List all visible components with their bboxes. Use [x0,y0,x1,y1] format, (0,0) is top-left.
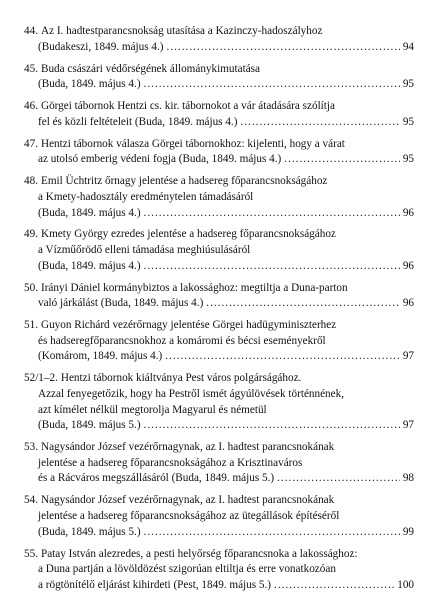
toc-entry-last-line [24,152,414,168]
toc-entry-continuation-line [24,334,414,350]
dot-leader [274,578,394,594]
toc-entry-title-line [24,547,414,563]
toc-entry[interactable] [24,137,414,168]
toc-entry[interactable] [24,318,414,365]
dot-leader [144,418,400,434]
toc-entry-page-number: 97 [402,350,414,363]
toc-entry-continuation-line [24,243,414,259]
toc-entry-text: jelentése a hadsereg főparancsnokságához az ütegállások építéséről [38,509,340,522]
toc-entry-text: Hentzi tábornok válasza Görgei tábornokhoz: kijelenti, hogy a várat [40,137,345,150]
dot-leader [165,349,400,365]
toc-entry-text: Kmety György ezredes jelentése a hadsereg főparancsnokságához [40,228,336,241]
toc-entry-last-line [24,471,414,487]
toc-entry[interactable] [24,440,414,487]
toc-entry-text: Nagysándor József vezérőrnagynak, az I. hadtest parancsnokának [40,494,335,507]
dot-leader [144,77,400,93]
toc-entry-page-number: 98 [402,472,414,485]
dot-leader [144,206,400,222]
dot-leader [206,296,400,312]
toc-entry-number: 44. [24,25,38,37]
toc-entry-number: 50. [24,281,38,294]
toc-entry-text: a Kmety-hadosztály eredménytelen támadásáról [38,190,254,203]
toc-entry-number: 45. [24,62,38,75]
toc-entry-text: azt kímélet nélkül megtorolja Magyarul és németül [38,403,267,416]
toc-entry-number: 46. [24,100,38,113]
toc-entry-number: 53. [24,441,38,454]
toc-entry-page-number: 96 [402,297,414,310]
toc-entry-number: 55. [24,547,38,560]
toc-entry-title-line [24,318,414,334]
toc-entry-last-line [24,349,414,365]
table-of-contents [24,24,414,600]
toc-entry-text: az utolsó emberig védeni fogja (Buda, 1849. május 4.) [38,153,282,166]
toc-entry-text: Emil Üchtritz őrnagy jelentése a hadsereg főparancsnokságához [40,175,328,188]
toc-entry-text: Guyon Richárd vezérőrnagy jelentése Görgei hadügyminiszterhez [40,319,337,332]
dot-leader [240,115,399,131]
toc-entry[interactable] [24,547,414,594]
dot-leader [144,525,400,541]
toc-entry-continuation-line [24,562,414,578]
toc-entry[interactable] [24,281,414,312]
toc-entry-page-number: 97 [402,419,414,432]
toc-entry-text: (Buda, 1849. május 4.) [38,206,141,219]
toc-entry[interactable] [24,62,414,93]
toc-entry-page-number: 94 [402,40,414,53]
toc-entry[interactable] [24,99,414,130]
toc-entry-title-line [24,227,414,243]
toc-entry-text: fel és közli feltételeit (Buda, 1849. május 4.) [38,115,238,128]
toc-entry-continuation-line [24,387,414,403]
toc-entry-text: Nagysándor József vezérőrnagynak, az I. hadtest parancsnokának [40,441,335,454]
toc-entry-text: és a Rácváros megszállásáról (Buda, 1849. május 5.) [38,472,275,485]
toc-entry-continuation-line [24,403,414,419]
toc-entry-title-line [24,62,414,78]
toc-entry-text: (Buda, 1849. május 5.) [38,419,141,432]
dot-leader [284,152,400,168]
toc-entry-text: (Budakeszi, 1849. május 4.) [38,40,164,53]
toc-entry-text: jelentése a hadsereg főparancsnokságához a Krisztinaváros [38,456,303,469]
toc-entry-last-line [24,525,414,541]
toc-entry-text: a Vízműőrödő elleni támadása meghiúsulásáról [38,244,251,257]
toc-entry-text: Patay István alezredes, a pesti helyőrség főparancsnoka a lakossághoz: [40,547,358,560]
toc-entry-last-line [24,115,414,131]
dot-leader [277,471,400,487]
toc-entry-last-line [24,296,414,312]
toc-entry-text: (Buda, 1849. május 4.) [38,78,141,91]
toc-entry-number: 47. [24,137,38,150]
toc-entry-text: a Duna partján a lövöldözést szigorúan eltiltja és erre vonatkozóan [38,563,336,576]
toc-entry-text: Azzal fenyegetőzik, hogy ha Pestről ismét ágyúlövések történnének, [38,388,345,400]
toc-entry-text: és hadseregfőparancsnokhoz a komáromi és bécsi eseményekről [38,334,326,347]
toc-entry-text: Irányi Dániel kormánybiztos a lakossághoz: megtiltja a Duna-parton [40,281,348,294]
toc-entry-title-line [24,440,414,456]
toc-entry-text: (Buda, 1849. május 4.) [38,259,141,272]
toc-entry-text: Hentzi tábornok kiáltványa Pest város polgárságához. [60,372,302,385]
toc-entry-title-line [24,137,414,153]
toc-entry-title-line [24,174,414,190]
toc-entry-last-line [24,40,414,56]
toc-entry-last-line [24,206,414,222]
toc-entry-last-line [24,259,414,275]
toc-entry[interactable] [24,24,414,55]
toc-entry-last-line [24,418,414,434]
toc-entry-text: Az I. hadtestparancsnokság utasítása a Kazinczy-hadoszályhoz [40,25,323,37]
toc-entry-text: Görgei tábornok Hentzi cs. kir. tábornokot a vár átadására szólítja [40,100,335,113]
toc-entry[interactable] [24,493,414,540]
toc-entry-title-line [24,24,414,40]
toc-entry-text: való járkálást (Buda, 1849. május 4.) [38,297,204,310]
toc-entry-text: Buda császári védőrségének állománykimutatása [40,62,260,75]
toc-entry-text: a rögtönítélő eljárást kihirdeti (Pest, 1849. május 5.) [38,578,272,591]
toc-entry-page-number: 96 [402,259,414,272]
toc-entry[interactable] [24,371,414,433]
toc-entry-number: 48. [24,175,38,188]
dot-leader [167,40,400,56]
toc-entry-title-line [24,281,414,297]
toc-entry-continuation-line [24,509,414,525]
toc-entry-title-line [24,493,414,509]
toc-entry-number: 49. [24,228,38,241]
toc-entry-number: 54. [24,494,38,507]
toc-entry-page-number: 95 [402,115,414,128]
toc-entry[interactable] [24,227,414,274]
toc-entry-continuation-line [24,190,414,206]
toc-entry-page-number: 96 [402,206,414,219]
toc-entry-last-line [24,77,414,93]
toc-entry-text: (Komárom, 1849. május 4.) [38,350,163,363]
toc-entry-last-line [24,578,414,594]
toc-entry-continuation-line [24,456,414,472]
toc-entry-number: 51. [24,319,38,332]
dot-leader [144,259,400,275]
toc-entry-title-line [24,99,414,115]
toc-entry-number: 52/1–2. [24,372,58,385]
toc-entry-text: (Buda, 1849. május 5.) [38,525,141,538]
toc-entry-page-number: 95 [402,153,414,166]
toc-entry-title-line [24,371,414,387]
toc-entry-page-number: 100 [397,578,414,591]
toc-entry-page-number: 95 [402,78,414,91]
toc-entry-page-number: 99 [402,525,414,538]
toc-entry[interactable] [24,174,414,221]
